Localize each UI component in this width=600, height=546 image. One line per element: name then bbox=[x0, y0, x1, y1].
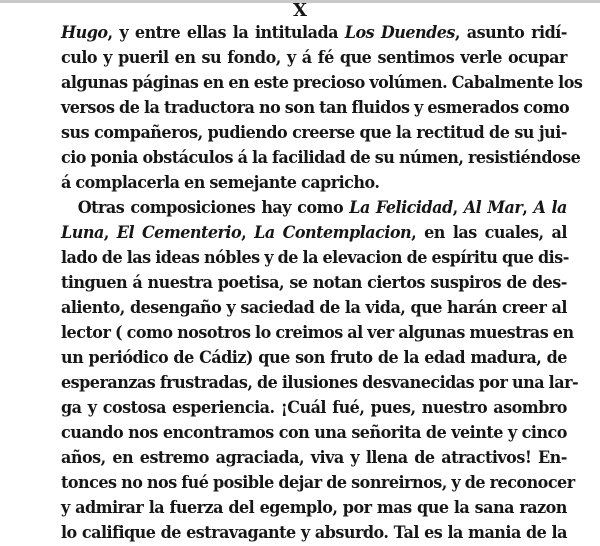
body-text: cuando nos encontramos con una señorita de veinte y cinco bbox=[61, 423, 567, 443]
text-line bbox=[61, 471, 575, 496]
body-text: , en las cuales, al bbox=[411, 223, 567, 243]
body-text: culo y pueril en su fondo, y á fé que sentimos verle ocupar bbox=[61, 48, 567, 68]
body-text: tonces no nos fué posible dejar de sonreirnos, y de reconocer bbox=[61, 473, 575, 493]
italic-title-text: Al Mar bbox=[463, 198, 523, 218]
text-line bbox=[61, 71, 583, 96]
body-text: aliento, desengaño y saciedad de la vida, que harán creer al bbox=[61, 298, 567, 318]
body-text: ga y costosa esperiencia. ¡Cuál fué, pues, nuestro asombro bbox=[61, 398, 567, 418]
text-line bbox=[61, 221, 567, 246]
italic-title-text: La Contemplacion bbox=[254, 223, 412, 243]
text-line bbox=[61, 196, 567, 221]
text-line bbox=[61, 496, 567, 521]
body-text: años, en estremo agraciada, viva y llena de atractivos! En- bbox=[61, 448, 567, 468]
text-line bbox=[61, 421, 567, 446]
body-text: Otras composiciones hay como bbox=[77, 198, 350, 218]
body-text: lado de las ideas nóbles y de la elevacion de espíritu que dis- bbox=[61, 248, 569, 268]
body-text: tinguen á nuestra poetisa, se notan ciertos suspiros de des- bbox=[61, 273, 567, 293]
text-line bbox=[61, 321, 574, 346]
italic-title-text: A la bbox=[533, 198, 567, 218]
text-line bbox=[61, 446, 567, 471]
text-line bbox=[61, 346, 567, 371]
body-text: , bbox=[103, 223, 117, 243]
text-line bbox=[61, 521, 567, 546]
body-text: , bbox=[241, 223, 255, 243]
text-line bbox=[61, 371, 579, 396]
body-text: cio ponia obstáculos á la facilidad de su númen, resistiéndose bbox=[61, 148, 581, 168]
italic-title-text: El Cementerio bbox=[116, 223, 242, 243]
body-text: , bbox=[522, 198, 534, 218]
text-line bbox=[61, 396, 567, 421]
body-text: lo califique de estravagante y absurdo. Tal es la mania de la bbox=[61, 523, 567, 543]
text-line bbox=[61, 146, 581, 171]
text-line bbox=[61, 296, 567, 321]
body-text: y admirar la fuerza del egemplo, por mas que la sana razon bbox=[61, 498, 567, 518]
body-text: , bbox=[452, 198, 464, 218]
page-number-header: X bbox=[293, 0, 307, 21]
text-line bbox=[61, 46, 567, 71]
body-text: lector ( como nosotros lo creimos al ver algunas muestras en bbox=[61, 323, 574, 343]
body-text: , asunto ridí- bbox=[454, 23, 567, 43]
body-text: sus compañeros, pudiendo creerse que la rectitud de su jui- bbox=[61, 123, 567, 143]
text-line bbox=[61, 121, 567, 146]
italic-title-text: Los Duendes bbox=[344, 23, 455, 43]
body-text: , y entre ellas la intitulada bbox=[107, 23, 345, 43]
body-text: un periódico de Cádiz) que son fruto de la edad madura, de bbox=[61, 348, 567, 368]
text-line bbox=[61, 246, 567, 271]
text-line bbox=[61, 21, 567, 46]
text-line bbox=[61, 171, 567, 196]
italic-title-text: Luna bbox=[61, 223, 104, 243]
text-line bbox=[61, 271, 567, 296]
italic-title-text: La Felicidad bbox=[349, 198, 453, 218]
body-text: versos de la traductora no son tan fluidos y esmerados como bbox=[61, 98, 570, 118]
text-line bbox=[61, 96, 570, 121]
italic-title-text: Hugo bbox=[61, 23, 108, 43]
body-text: á complacerla en semejante capricho. bbox=[61, 173, 380, 193]
body-text: algunas páginas en en este precioso volúmen. Cabalmente los bbox=[61, 73, 583, 93]
body-text: esperanzas frustradas, de ilusiones desvanecidas por una lar- bbox=[61, 373, 579, 393]
page-body-text bbox=[61, 21, 583, 546]
